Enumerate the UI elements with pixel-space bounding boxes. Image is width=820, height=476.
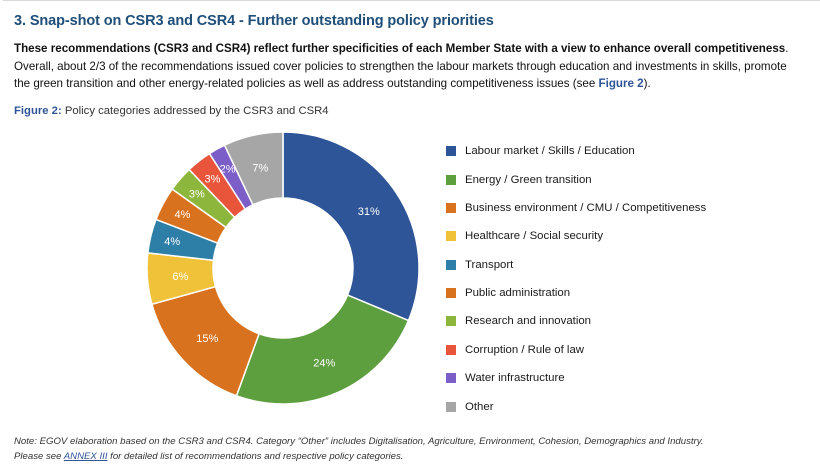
figure-caption (14, 105, 806, 117)
donut-svg (142, 127, 424, 409)
legend-swatch-icon (446, 345, 456, 355)
legend-label: Other (465, 400, 494, 413)
slice-value-label: 3% (188, 188, 205, 201)
legend-item[interactable] (446, 364, 816, 392)
intro-rest-2: ). (643, 77, 651, 91)
annex-iii-link[interactable]: ANNEX III (63, 450, 108, 462)
legend-label: Business environment / CMU / Competitiveness (465, 201, 707, 214)
legend-label: Corruption / Rule of law (465, 343, 585, 356)
top-divider (0, 0, 820, 1)
slice-value-label: 2% (219, 163, 236, 176)
donut-chart (142, 127, 424, 409)
intro-rest-1: . Overall, about 2/3 of the recommendations issued cover policies to strengthen the labour markets through education and investments in skills, promote the green transition and other energy-related policies as well as address outstanding competitiveness issues (see (14, 42, 789, 91)
slice-value-label: 4% (174, 209, 191, 222)
legend-label: Transport (465, 258, 514, 271)
legend-swatch-icon (446, 146, 456, 156)
intro-lead: These recommendations (CSR3 and CSR4) reflect further specificities of each Member State with a view to enhance overall competitiveness (14, 42, 786, 56)
intro-paragraph (14, 40, 806, 93)
chart-legend (446, 137, 816, 421)
legend-swatch-icon (446, 175, 456, 185)
note-line-2 (14, 450, 804, 464)
legend-label: Research and innovation (465, 315, 592, 328)
legend-swatch-icon (446, 203, 456, 213)
legend-swatch-icon (446, 316, 456, 326)
legend-item[interactable] (446, 392, 816, 420)
legend-label: Public administration (465, 287, 571, 300)
legend-item[interactable] (446, 222, 816, 250)
slice-value-label: 6% (172, 271, 189, 284)
slice-value-label: 31% (357, 205, 380, 218)
legend-item[interactable] (446, 279, 816, 307)
legend-label: Water infrastructure (465, 372, 565, 385)
note-line-1: Note: EGOV elaboration based on the CSR3 and CSR4. Category “Other” includes Digitalisation, Agriculture, Environment, Cohesion, Demographics and Industry. (14, 436, 704, 448)
donut-slice (236, 295, 408, 404)
legend-swatch-icon (446, 260, 456, 270)
chart-area (14, 121, 806, 413)
legend-swatch-icon (446, 288, 456, 298)
legend-swatch-icon (446, 231, 456, 241)
page-title: 3. Snap-shot on CSR3 and CSR4 - Further outstanding policy priorities (14, 13, 494, 29)
donut-slice-group (147, 132, 419, 404)
legend-item[interactable] (446, 165, 816, 193)
slice-value-label: 7% (252, 162, 269, 175)
legend-item[interactable] (446, 307, 816, 335)
slice-value-label: 3% (204, 173, 221, 186)
figure-caption-text: Policy categories addressed by the CSR3 and CSR4 (61, 104, 329, 117)
slice-value-label: 24% (313, 357, 336, 370)
legend-item[interactable] (446, 251, 816, 279)
legend-swatch-icon (446, 373, 456, 383)
legend-label: Labour market / Skills / Education (465, 145, 635, 158)
legend-label: Healthcare / Social security (465, 230, 604, 243)
slice-value-label: 15% (196, 332, 219, 345)
note-line-2-suffix: for detailed list of recommendations and respective policy categories. (107, 450, 404, 462)
left-margin-rule (0, 0, 3, 476)
figure-2-reference[interactable]: Figure 2 (598, 77, 644, 91)
slice-value-label: 4% (164, 236, 181, 249)
legend-item[interactable] (446, 194, 816, 222)
note-line-2-prefix: Please see (14, 450, 64, 462)
legend-swatch-icon (446, 402, 456, 412)
figure-caption-label: Figure 2: (14, 104, 62, 117)
donut-slice (283, 132, 419, 321)
figure-note (14, 435, 804, 464)
legend-item[interactable] (446, 336, 816, 364)
legend-item[interactable] (446, 137, 816, 165)
legend-label: Energy / Green transition (465, 173, 592, 186)
